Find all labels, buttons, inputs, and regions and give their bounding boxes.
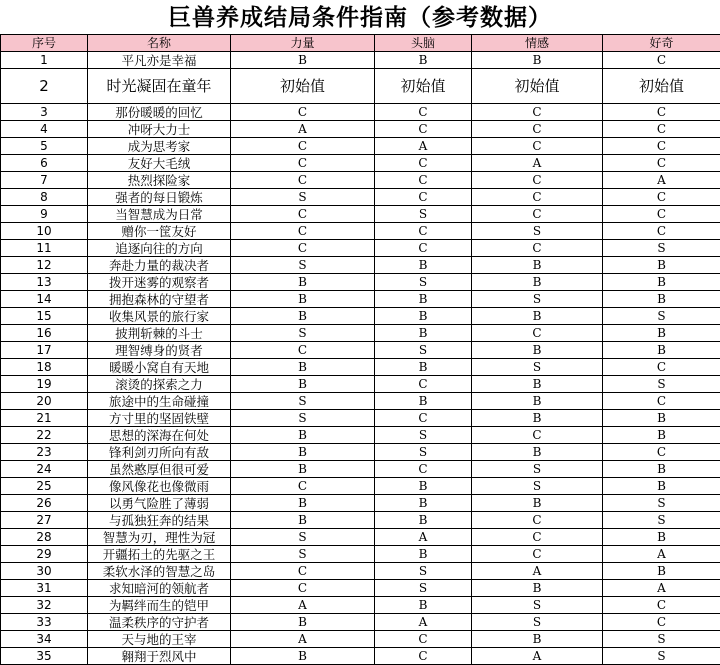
index-cell[interactable]: 35 <box>1 648 88 665</box>
name-cell[interactable]: 那份暖暖的回忆 <box>88 104 231 121</box>
intellect-cell[interactable]: B <box>375 325 472 342</box>
intellect-cell[interactable]: B <box>375 308 472 325</box>
table-row <box>1 240 720 257</box>
index-cell[interactable]: 8 <box>1 189 88 206</box>
name-cell[interactable]: 方寸里的坚固铁壁 <box>88 410 231 427</box>
intellect-cell[interactable]: C <box>375 172 472 189</box>
header-index[interactable]: 序号 <box>1 35 88 52</box>
name-cell[interactable]: 锋利剑刃所向有敌 <box>88 444 231 461</box>
table-row <box>1 461 720 478</box>
ending-conditions-table <box>0 34 720 665</box>
index-cell[interactable]: 27 <box>1 512 88 529</box>
emotion-cell[interactable]: B <box>472 444 603 461</box>
emotion-cell[interactable]: B <box>472 410 603 427</box>
strength-cell[interactable]: S <box>231 393 375 410</box>
intellect-cell[interactable]: C <box>375 240 472 257</box>
curiosity-cell[interactable]: A <box>603 172 720 189</box>
intellect-cell[interactable]: B <box>375 478 472 495</box>
strength-cell[interactable]: C <box>231 478 375 495</box>
index-cell[interactable]: 7 <box>1 172 88 189</box>
intellect-cell[interactable]: C <box>375 376 472 393</box>
strength-cell[interactable]: S <box>231 189 375 206</box>
index-cell[interactable]: 1 <box>1 52 88 69</box>
emotion-cell[interactable]: B <box>472 580 603 597</box>
name-cell[interactable]: 求知暗河的领航者 <box>88 580 231 597</box>
strength-cell[interactable]: S <box>231 529 375 546</box>
index-cell[interactable]: 16 <box>1 325 88 342</box>
intellect-cell[interactable]: S <box>375 206 472 223</box>
name-cell[interactable]: 收集风景的旅行家 <box>88 308 231 325</box>
emotion-cell[interactable]: 初始值 <box>472 69 603 104</box>
curiosity-cell[interactable]: B <box>603 461 720 478</box>
header-emotion[interactable]: 情感 <box>472 35 603 52</box>
curiosity-cell[interactable]: S <box>603 495 720 512</box>
curiosity-cell[interactable]: C <box>603 206 720 223</box>
emotion-cell[interactable]: S <box>472 597 603 614</box>
name-cell[interactable]: 友好大毛绒 <box>88 155 231 172</box>
emotion-cell[interactable]: A <box>472 563 603 580</box>
curiosity-cell[interactable]: A <box>603 546 720 563</box>
intellect-cell[interactable]: B <box>375 52 472 69</box>
emotion-cell[interactable]: B <box>472 274 603 291</box>
curiosity-cell[interactable]: B <box>603 291 720 308</box>
table-row <box>1 359 720 376</box>
strength-cell[interactable]: C <box>231 138 375 155</box>
header-intellect[interactable]: 头脑 <box>375 35 472 52</box>
curiosity-cell[interactable]: S <box>603 631 720 648</box>
emotion-cell[interactable]: C <box>472 240 603 257</box>
strength-cell[interactable]: A <box>231 597 375 614</box>
curiosity-cell[interactable]: B <box>603 342 720 359</box>
table-row <box>1 291 720 308</box>
name-cell[interactable]: 思想的深海在何处 <box>88 427 231 444</box>
header-curiosity[interactable]: 好奇 <box>603 35 720 52</box>
strength-cell[interactable]: B <box>231 461 375 478</box>
emotion-cell[interactable]: C <box>472 104 603 121</box>
name-cell[interactable]: 当智慧成为日常 <box>88 206 231 223</box>
name-cell[interactable]: 热烈探险家 <box>88 172 231 189</box>
name-cell[interactable]: 奔赴力量的裁决者 <box>88 257 231 274</box>
strength-cell[interactable]: B <box>231 291 375 308</box>
strength-cell[interactable]: C <box>231 580 375 597</box>
curiosity-cell[interactable]: B <box>603 325 720 342</box>
emotion-cell[interactable]: A <box>472 648 603 665</box>
intellect-cell[interactable]: C <box>375 189 472 206</box>
name-cell[interactable]: 披荆斩棘的斗士 <box>88 325 231 342</box>
intellect-cell[interactable]: B <box>375 546 472 563</box>
strength-cell[interactable]: B <box>231 308 375 325</box>
curiosity-cell[interactable]: B <box>603 563 720 580</box>
emotion-cell[interactable]: B <box>472 308 603 325</box>
strength-cell[interactable]: A <box>231 121 375 138</box>
emotion-cell[interactable]: B <box>472 495 603 512</box>
curiosity-cell[interactable]: B <box>603 410 720 427</box>
index-cell[interactable]: 17 <box>1 342 88 359</box>
table-row <box>1 546 720 563</box>
intellect-cell[interactable]: C <box>375 410 472 427</box>
name-cell[interactable]: 强者的每日锻炼 <box>88 189 231 206</box>
name-cell[interactable]: 暖暖小窝自有天地 <box>88 359 231 376</box>
strength-cell[interactable]: 初始值 <box>231 69 375 104</box>
table-row <box>1 325 720 342</box>
emotion-cell[interactable]: S <box>472 478 603 495</box>
index-cell[interactable]: 24 <box>1 461 88 478</box>
table-row <box>1 597 720 614</box>
strength-cell[interactable]: B <box>231 359 375 376</box>
strength-cell[interactable]: B <box>231 614 375 631</box>
table-row <box>1 342 720 359</box>
index-cell[interactable]: 22 <box>1 427 88 444</box>
intellect-cell[interactable]: S <box>375 444 472 461</box>
table-row <box>1 69 720 104</box>
intellect-cell[interactable]: C <box>375 223 472 240</box>
name-cell[interactable]: 开疆拓土的先驱之王 <box>88 546 231 563</box>
index-cell[interactable]: 19 <box>1 376 88 393</box>
emotion-cell[interactable]: C <box>472 172 603 189</box>
name-cell[interactable]: 平凡亦是幸福 <box>88 52 231 69</box>
strength-cell[interactable]: C <box>231 223 375 240</box>
index-cell[interactable]: 32 <box>1 597 88 614</box>
emotion-cell[interactable]: B <box>472 257 603 274</box>
table-row <box>1 529 720 546</box>
index-cell[interactable]: 9 <box>1 206 88 223</box>
emotion-cell[interactable]: C <box>472 512 603 529</box>
index-cell[interactable]: 10 <box>1 223 88 240</box>
intellect-cell[interactable]: C <box>375 631 472 648</box>
intellect-cell[interactable]: A <box>375 138 472 155</box>
curiosity-cell[interactable]: C <box>603 444 720 461</box>
intellect-cell[interactable]: C <box>375 104 472 121</box>
emotion-cell[interactable]: S <box>472 291 603 308</box>
name-cell[interactable]: 冲呀大力士 <box>88 121 231 138</box>
intellect-cell[interactable]: B <box>375 597 472 614</box>
index-cell[interactable]: 15 <box>1 308 88 325</box>
table-row <box>1 172 720 189</box>
index-cell[interactable]: 12 <box>1 257 88 274</box>
intellect-cell[interactable]: S <box>375 427 472 444</box>
name-cell[interactable]: 柔软水泽的智慧之岛 <box>88 563 231 580</box>
index-cell[interactable]: 3 <box>1 104 88 121</box>
curiosity-cell[interactable]: A <box>603 580 720 597</box>
emotion-cell[interactable]: C <box>472 427 603 444</box>
index-cell[interactable]: 33 <box>1 614 88 631</box>
curiosity-cell[interactable]: C <box>603 393 720 410</box>
index-cell[interactable]: 30 <box>1 563 88 580</box>
intellect-cell[interactable]: S <box>375 580 472 597</box>
name-cell[interactable]: 时光凝固在童年 <box>88 69 231 104</box>
table-row <box>1 631 720 648</box>
curiosity-cell[interactable]: B <box>603 478 720 495</box>
table-row <box>1 52 720 69</box>
curiosity-cell[interactable]: C <box>603 52 720 69</box>
strength-cell[interactable]: B <box>231 512 375 529</box>
index-cell[interactable]: 6 <box>1 155 88 172</box>
table-row <box>1 427 720 444</box>
curiosity-cell[interactable]: S <box>603 308 720 325</box>
table-row <box>1 563 720 580</box>
index-cell[interactable]: 2 <box>1 69 88 104</box>
intellect-cell[interactable]: B <box>375 512 472 529</box>
sheet-title: 巨兽养成结局条件指南（参考数据） <box>0 0 720 34</box>
index-cell[interactable]: 31 <box>1 580 88 597</box>
header-name[interactable]: 名称 <box>88 35 231 52</box>
name-cell[interactable]: 成为思考家 <box>88 138 231 155</box>
intellect-cell[interactable]: B <box>375 393 472 410</box>
strength-cell[interactable]: B <box>231 648 375 665</box>
table-row <box>1 138 720 155</box>
table-row <box>1 223 720 240</box>
curiosity-cell[interactable]: S <box>603 376 720 393</box>
index-cell[interactable]: 18 <box>1 359 88 376</box>
name-cell[interactable]: 像风像花也像微雨 <box>88 478 231 495</box>
curiosity-cell[interactable]: C <box>603 597 720 614</box>
intellect-cell[interactable]: C <box>375 648 472 665</box>
table-row <box>1 512 720 529</box>
index-cell[interactable]: 20 <box>1 393 88 410</box>
name-cell[interactable]: 理智缚身的贤者 <box>88 342 231 359</box>
curiosity-cell[interactable]: 初始值 <box>603 69 720 104</box>
emotion-cell[interactable]: B <box>472 631 603 648</box>
table-row <box>1 444 720 461</box>
emotion-cell[interactable]: C <box>472 206 603 223</box>
curiosity-cell[interactable]: S <box>603 648 720 665</box>
strength-cell[interactable]: C <box>231 342 375 359</box>
emotion-cell[interactable]: C <box>472 546 603 563</box>
emotion-cell[interactable]: A <box>472 155 603 172</box>
strength-cell[interactable]: S <box>231 325 375 342</box>
emotion-cell[interactable]: C <box>472 189 603 206</box>
index-cell[interactable]: 5 <box>1 138 88 155</box>
name-cell[interactable]: 温柔秩序的守护者 <box>88 614 231 631</box>
header-strength[interactable]: 力量 <box>231 35 375 52</box>
intellect-cell[interactable]: S <box>375 342 472 359</box>
curiosity-cell[interactable]: C <box>603 155 720 172</box>
strength-cell[interactable]: C <box>231 155 375 172</box>
name-cell[interactable]: 翱翔于烈风中 <box>88 648 231 665</box>
curiosity-cell[interactable]: C <box>603 359 720 376</box>
name-cell[interactable]: 赠你一筐友好 <box>88 223 231 240</box>
intellect-cell[interactable]: A <box>375 614 472 631</box>
index-cell[interactable]: 25 <box>1 478 88 495</box>
curiosity-cell[interactable]: S <box>603 240 720 257</box>
name-cell[interactable]: 以勇气险胜了薄弱 <box>88 495 231 512</box>
emotion-cell[interactable]: S <box>472 359 603 376</box>
table-body <box>1 52 720 665</box>
table-row <box>1 155 720 172</box>
table-row <box>1 495 720 512</box>
strength-cell[interactable]: S <box>231 546 375 563</box>
name-cell[interactable]: 智慧为刃，理性为冠 <box>88 529 231 546</box>
strength-cell[interactable]: B <box>231 52 375 69</box>
index-cell[interactable]: 21 <box>1 410 88 427</box>
strength-cell[interactable]: A <box>231 631 375 648</box>
table-row <box>1 257 720 274</box>
curiosity-cell[interactable]: B <box>603 257 720 274</box>
strength-cell[interactable]: C <box>231 172 375 189</box>
table-row <box>1 614 720 631</box>
name-cell[interactable]: 拨开迷雾的观察者 <box>88 274 231 291</box>
strength-cell[interactable]: B <box>231 444 375 461</box>
table-row <box>1 274 720 291</box>
intellect-cell[interactable]: S <box>375 563 472 580</box>
intellect-cell[interactable]: B <box>375 359 472 376</box>
curiosity-cell[interactable]: S <box>603 512 720 529</box>
table-row <box>1 410 720 427</box>
index-cell[interactable]: 14 <box>1 291 88 308</box>
intellect-cell[interactable]: C <box>375 121 472 138</box>
table-row <box>1 393 720 410</box>
emotion-cell[interactable]: B <box>472 376 603 393</box>
emotion-cell[interactable]: C <box>472 529 603 546</box>
name-cell[interactable]: 拥抱森林的守望者 <box>88 291 231 308</box>
emotion-cell[interactable]: B <box>472 52 603 69</box>
curiosity-cell[interactable]: C <box>603 138 720 155</box>
curiosity-cell[interactable]: C <box>603 121 720 138</box>
name-cell[interactable]: 追逐向往的方向 <box>88 240 231 257</box>
header-row <box>1 35 720 52</box>
strength-cell[interactable]: S <box>231 410 375 427</box>
curiosity-cell[interactable]: C <box>603 104 720 121</box>
intellect-cell[interactable]: B <box>375 291 472 308</box>
intellect-cell[interactable]: 初始值 <box>375 69 472 104</box>
curiosity-cell[interactable]: C <box>603 223 720 240</box>
strength-cell[interactable]: B <box>231 274 375 291</box>
name-cell[interactable]: 旅途中的生命碰撞 <box>88 393 231 410</box>
strength-cell[interactable]: B <box>231 376 375 393</box>
strength-cell[interactable]: C <box>231 206 375 223</box>
strength-cell[interactable]: B <box>231 427 375 444</box>
curiosity-cell[interactable]: B <box>603 274 720 291</box>
table-row <box>1 206 720 223</box>
emotion-cell[interactable]: S <box>472 223 603 240</box>
intellect-cell[interactable]: S <box>375 274 472 291</box>
index-cell[interactable]: 23 <box>1 444 88 461</box>
intellect-cell[interactable]: B <box>375 257 472 274</box>
intellect-cell[interactable]: B <box>375 495 472 512</box>
name-cell[interactable]: 虽然憨厚但很可爱 <box>88 461 231 478</box>
emotion-cell[interactable]: C <box>472 138 603 155</box>
curiosity-cell[interactable]: B <box>603 529 720 546</box>
index-cell[interactable]: 26 <box>1 495 88 512</box>
emotion-cell[interactable]: B <box>472 342 603 359</box>
emotion-cell[interactable]: S <box>472 614 603 631</box>
index-cell[interactable]: 28 <box>1 529 88 546</box>
table-row <box>1 580 720 597</box>
curiosity-cell[interactable]: C <box>603 189 720 206</box>
index-cell[interactable]: 34 <box>1 631 88 648</box>
index-cell[interactable]: 29 <box>1 546 88 563</box>
name-cell[interactable]: 滚烫的探索之力 <box>88 376 231 393</box>
strength-cell[interactable]: C <box>231 240 375 257</box>
table-row <box>1 104 720 121</box>
strength-cell[interactable]: B <box>231 495 375 512</box>
emotion-cell[interactable]: S <box>472 461 603 478</box>
curiosity-cell[interactable]: B <box>603 427 720 444</box>
strength-cell[interactable]: C <box>231 104 375 121</box>
table-row <box>1 308 720 325</box>
index-cell[interactable]: 11 <box>1 240 88 257</box>
table-row <box>1 478 720 495</box>
intellect-cell[interactable]: C <box>375 155 472 172</box>
name-cell[interactable]: 为羁绊而生的铠甲 <box>88 597 231 614</box>
strength-cell[interactable]: C <box>231 563 375 580</box>
emotion-cell[interactable]: C <box>472 325 603 342</box>
intellect-cell[interactable]: C <box>375 461 472 478</box>
name-cell[interactable]: 天与地的王宰 <box>88 631 231 648</box>
curiosity-cell[interactable]: C <box>603 614 720 631</box>
name-cell[interactable]: 与孤独狂奔的结果 <box>88 512 231 529</box>
table-row <box>1 121 720 138</box>
index-cell[interactable]: 4 <box>1 121 88 138</box>
emotion-cell[interactable]: C <box>472 121 603 138</box>
table-row <box>1 189 720 206</box>
strength-cell[interactable]: S <box>231 257 375 274</box>
index-cell[interactable]: 13 <box>1 274 88 291</box>
intellect-cell[interactable]: A <box>375 529 472 546</box>
table-row <box>1 376 720 393</box>
emotion-cell[interactable]: B <box>472 393 603 410</box>
